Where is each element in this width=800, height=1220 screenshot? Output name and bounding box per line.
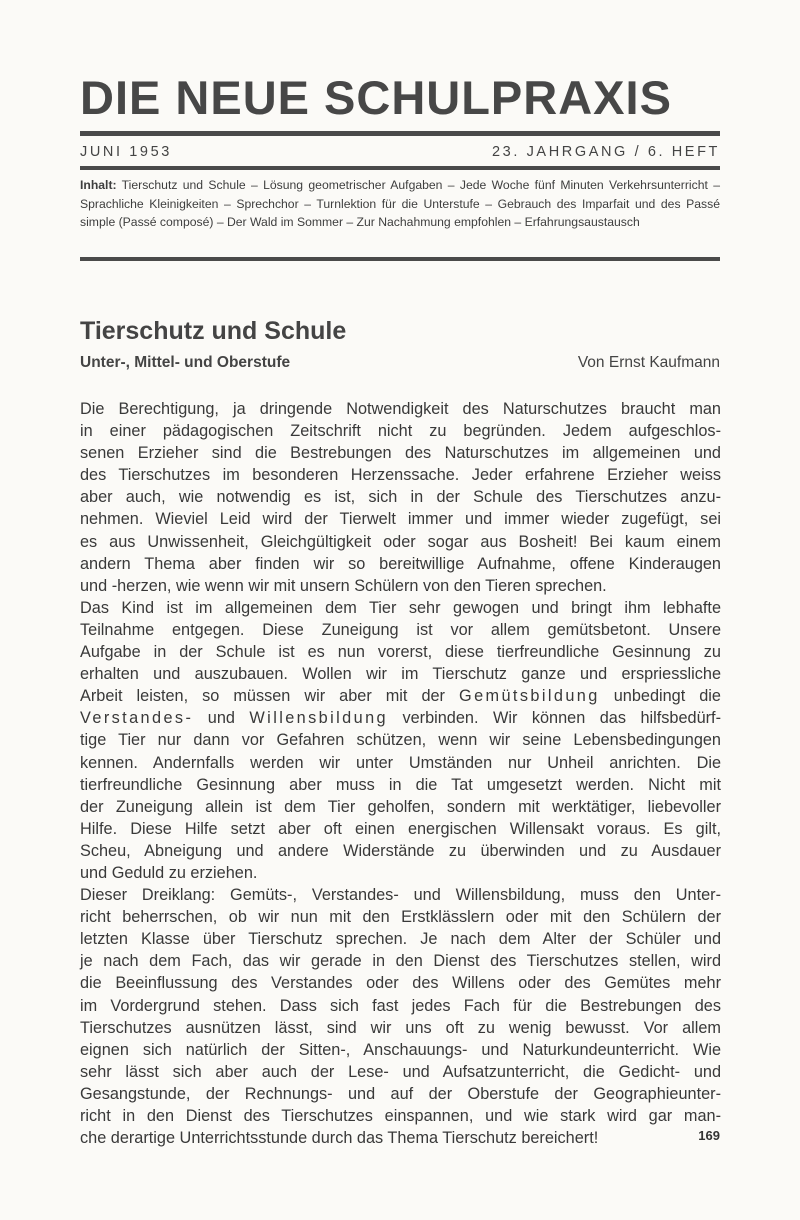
body-line: Gesangstunde, der Rechnungs- und auf der Oberstufe der Geographieunter-	[80, 1084, 721, 1103]
emphasized-term: Willensbildung	[249, 709, 388, 728]
article-byline-row	[80, 352, 720, 374]
body-line	[80, 685, 721, 707]
body-line: es aus Unwissenheit, Gleichgültigkeit oder sogar aus Bosheit! Bei kaum einem	[80, 532, 721, 551]
body-line: letzten Klasse über Tierschutz sprechen. Je nach dem Alter der Schüler und	[80, 930, 721, 949]
text-run: Arbeit leisten, so müssen wir aber mit der	[80, 687, 459, 706]
body-line: erhalten und auszubauen. Wollen wir im Tierschutz ganze und erspriessliche	[80, 665, 721, 684]
body-line: Dieser Dreiklang: Gemüts-, Verstandes- und Willensbildung, muss den Unter-	[80, 886, 721, 905]
table-of-contents	[80, 176, 720, 232]
body-line: und -herzen, wie wenn wir mit unsern Schülern von den Tieren sprechen.	[80, 576, 607, 595]
body-line: eignen sich natürlich der Sitten-, Anschauungs- und Naturkundeunterricht. Wie	[80, 1040, 721, 1059]
body-line: richt in den Dienst des Tierschutzes einspannen, und wie stark wird gar man-	[80, 1107, 721, 1125]
body-line: sehr lässt sich aber auch der Lese- und Aufsatzunterricht, die Gedicht- und	[80, 1062, 721, 1081]
body-line: Aufgabe in der Schule ist es nun vorerst, diese tierfreundliche Gesinnung zu	[80, 643, 721, 662]
body-line: che derartige Unterrichtsstunde durch das Thema Tierschutz bereichert!	[80, 1129, 599, 1148]
text-run: verbinden. Wir können das hilfsbedürf-	[387, 709, 721, 728]
divider-rule	[80, 166, 720, 170]
body-line: Hilfe. Diese Hilfe setzt aber oft einen energischen Willensakt voraus. Es gilt,	[80, 819, 721, 838]
body-line: andern Thema aber finden wir so bereitwillige Aufnahme, offene Kinderaugen	[80, 554, 721, 573]
article-author: Von Ernst Kaufmann	[577, 354, 720, 371]
article-body	[80, 398, 721, 1149]
body-line: kennen. Andernfalls werden wir unter Umständen nur Unheil anrichten. Die	[80, 753, 721, 772]
journal-title: DIE NEUE SCHULPRAXIS	[80, 71, 672, 124]
body-line: Teilnahme entgegen. Diese Zuneigung ist vor allem gemütsbetont. Unsere	[80, 620, 721, 639]
body-line: aber auch, wie notwendig es ist, sich in der Schule des Tierschutzes anzu-	[80, 488, 721, 507]
body-line: des Tierschutzes im besonderen Herzenssache. Jeder erfahrene Erzieher weiss	[80, 466, 721, 485]
emphasized-term: Verstandes-	[80, 709, 194, 728]
body-line	[80, 707, 721, 729]
emphasized-term: Gemütsbildung	[459, 687, 600, 706]
issue-date: JUNI 1953	[80, 144, 172, 160]
body-line: Die Berechtigung, ja dringende Notwendigkeit des Naturschutzes braucht man	[80, 400, 721, 418]
body-line: im Vordergrund stehen. Dass sich fast jedes Fach für die Bestrebungen des	[80, 996, 721, 1015]
issue-volume: 23. JAHRGANG / 6. HEFT	[491, 144, 720, 160]
body-line: die Beeinflussung des Verstandes oder des Willens oder des Gemütes mehr	[80, 974, 721, 993]
divider-rule	[80, 257, 720, 261]
divider-rule	[80, 131, 720, 136]
body-line: Tierschutzes ausnützen lässt, sind wir uns oft zu wenig bewusst. Vor allem	[80, 1018, 721, 1037]
article-title: Tierschutz und Schule	[80, 317, 347, 345]
body-line: Das Kind ist im allgemeinen dem Tier sehr gewogen und bringt ihm lebhafte	[80, 598, 721, 617]
body-line: der Zuneigung allein ist dem Tier geholfen, sondern mit werktätiger, liebevoller	[80, 797, 721, 816]
body-line: Scheu, Abneigung und andere Widerstände zu überwinden und zu Ausdauer	[80, 841, 721, 860]
page-number: 169	[698, 1128, 720, 1143]
body-line: nehmen. Wieviel Leid wird der Tierwelt immer und immer wieder zugefügt, sei	[80, 510, 721, 529]
body-line: und Geduld zu erziehen.	[80, 863, 258, 882]
text-run: unbedingt die	[599, 687, 721, 706]
body-line: richt beherrschen, ob wir nun mit den Erstklässlern oder mit den Schülern der	[80, 908, 721, 927]
contents-text: Tierschutz und Schule – Lösung geometrischer Aufgaben – Jede Woche fünf Minuten Verkehrsunterricht – Sprachliche Kleinigkeiten – Sprechchor – Turnlektion für die Unterstufe – Gebrauch des Imparfait und des Passé simple (Passé composé) – Der Wald im Sommer – Zur Nachahmung empfohlen – Erfahrungsaustausch	[80, 178, 720, 229]
contents-label: Inhalt:	[80, 178, 117, 192]
body-line: in einer pädagogischen Zeitschrift nicht zu begründen. Jedem aufgeschlos-	[80, 422, 721, 441]
body-line: senen Erzieher sind die Bestrebungen des Naturschutzes im allgemeinen und	[80, 444, 721, 463]
body-line: tierfreundliche Gesinnung aber muss in die Tat umgesetzt werden. Nicht mit	[80, 775, 721, 794]
body-line: je nach dem Fach, das wir gerade in den Dienst des Tierschutzes stellen, wird	[80, 952, 721, 971]
text-run: und	[193, 709, 250, 728]
dateline	[80, 143, 720, 161]
article-subtitle: Unter-, Mittel- und Oberstufe	[80, 354, 291, 371]
body-line: tige Tier nur dann vor Gefahren schützen, wenn wir seine Lebensbedingungen	[80, 731, 721, 750]
